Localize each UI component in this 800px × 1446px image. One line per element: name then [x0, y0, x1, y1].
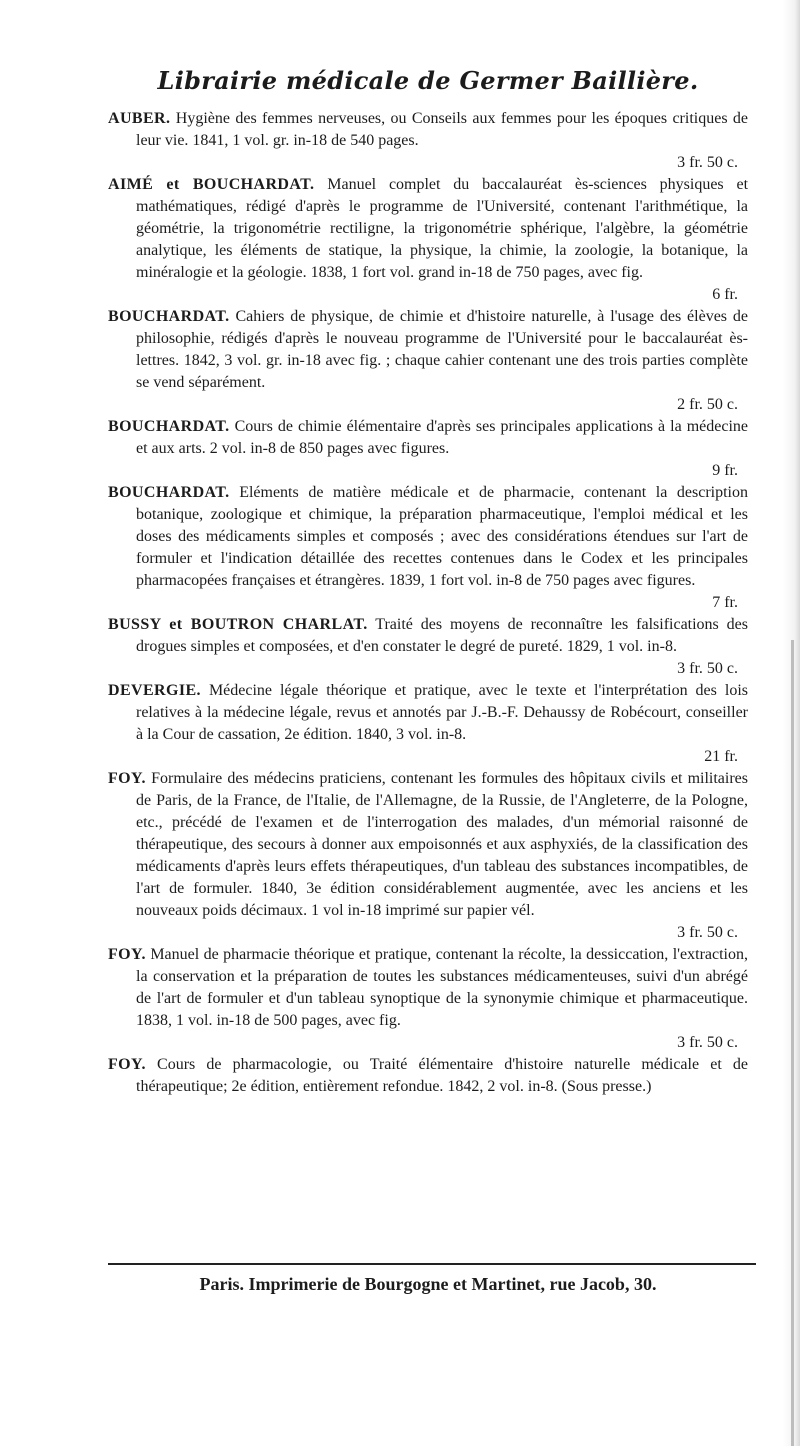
entry-price: 9 fr. [712, 462, 738, 479]
catalogue-entry [108, 680, 748, 746]
catalogue-entry [108, 174, 748, 284]
entry-price: 6 fr. [712, 286, 738, 303]
entry-price: 7 fr. [712, 594, 738, 611]
entry-author: DEVERGIE. [108, 682, 201, 699]
entry-price: 21 fr. [704, 748, 738, 765]
entry-author: FOY. [108, 770, 146, 787]
page-edge-line [791, 640, 794, 1446]
catalogue-entry [108, 416, 748, 460]
catalogue-entry [108, 108, 748, 152]
entry-text: Manuel complet du baccalauréat ès-sciences physiques et mathématiques, rédigé d'après le programme de l'Université, contenant l'arithmétique, la géométrie, la trigonométrie rectiligne, la trigonométrie sphérique, l'algèbre, la géométrie analytique, les éléments de statique, la physique, la chimie, la zoologie, la botanique, la minéralogie et la géologie. 1838, 1 fort vol. grand in-18 de 750 pages, avec fig. [136, 176, 749, 281]
entry-text: Eléments de matière médicale et de pharmacie, contenant la description botanique, zoologique et chimique, la préparation pharmaceutique, l'emploi médical et les doses des médicaments simples et composés ; avec des considérations étendues sur l'art de formuler et l'indication détaillée des recettes contenues dans le Codex et les principales pharmacopées françaises et étrangères. 1839, 1 fort vol. in-8 de 750 pages avec figures. [136, 484, 748, 589]
entry-author: BOUCHARDAT. [108, 308, 230, 325]
catalogue-entry [108, 768, 748, 922]
entry-author: BOUCHARDAT. [108, 484, 230, 501]
entry-price: 3 fr. 50 c. [677, 154, 738, 171]
footer-rule [108, 1263, 756, 1265]
catalogue-entry [108, 306, 748, 394]
entry-text: Hygiène des femmes nerveuses, ou Conseils aux femmes pour les époques critiques de leur vie. 1841, 1 vol. gr. in-18 de 540 pages. [136, 110, 749, 149]
entry-text: Cahiers de physique, de chimie et d'histoire naturelle, à l'usage des élèves de philosophie, rédigés d'après le nouveau programme de l'Université pour le baccalauréat ès-lettres. 1842, 3 vol. gr. in-18 avec fig. ; chaque cahier contenant une des trois parties complète se vend séparément. [136, 308, 749, 391]
catalogue-entry [108, 482, 748, 592]
entry-author: AIMÉ et BOUCHARDAT. [108, 176, 315, 193]
catalogue-entry [108, 614, 748, 658]
entry-text: Manuel de pharmacie théorique et pratique, contenant la récolte, la dessiccation, l'extraction, la conservation et la préparation de toutes les substances médicamenteuses, suivi d'un abrégé de l'art de formuler et d'un tableau synoptique de la synonymie chimique et pharmaceutique. 1838, 1 vol. in-18 de 500 pages, avec fig. [136, 946, 749, 1029]
catalogue-entry [108, 944, 748, 1032]
page-title: Librairie médicale de Germer Baillière. [157, 66, 699, 95]
entry-text: Formulaire des médecins praticiens, contenant les formules des hôpitaux civils et militaires de Paris, de la France, de l'Italie, de l'Allemagne, de la Russie, de l'Angleterre, de la Pologne, etc., précédé de l'examen et de l'interrogation des malades, d'un mémorial raisonné de thérapeutique, des secours à donner aux empoisonnés et aux asphyxiés, de la classification des médicaments d'après leurs effets thérapeutiques, d'un tableau des substances incompatibles, de l'art de formuler. 1840, 3e édition considérablement augmentée, avec les anciens et les nouveaux poids décimaux. 1 vol in-18 imprimé sur papier vél. [136, 770, 748, 919]
catalogue-entries [108, 108, 748, 1098]
entry-text: Cours de chimie élémentaire d'après ses principales applications à la médecine et aux arts. 2 vol. in-8 de 850 pages avec figures. [136, 418, 748, 457]
entry-price: 3 fr. 50 c. [677, 1034, 738, 1051]
entry-author: FOY. [108, 946, 146, 963]
entry-price: 3 fr. 50 c. [677, 924, 738, 941]
entry-text: Médecine légale théorique et pratique, avec le texte et l'interprétation des lois relatives à la médecine légale, revus et annotés par J.-B.-F. Dehaussy de Robécourt, conseiller à la Cour de cassation, 2e édition. 1840, 3 vol. in-8. [136, 682, 748, 743]
catalogue-page [108, 0, 768, 1446]
entry-text: Cours de pharmacologie, ou Traité élémentaire d'histoire naturelle médicale et de thérapeutique; 2e édition, entièrement refondue. 1842, 2 vol. in-8. (Sous presse.) [136, 1056, 749, 1095]
entry-author: FOY. [108, 1056, 146, 1073]
entry-author: BUSSY et BOUTRON CHARLAT. [108, 616, 368, 633]
printer-imprint: Paris. Imprimerie de Bourgogne et Martinet, rue Jacob, 30. [199, 1274, 657, 1294]
entry-price: 2 fr. 50 c. [677, 396, 738, 413]
entry-author: BOUCHARDAT. [108, 418, 230, 435]
catalogue-entry [108, 1054, 748, 1098]
entry-author: AUBER. [108, 110, 171, 127]
entry-price: 3 fr. 50 c. [677, 660, 738, 677]
entry-text: Traité des moyens de reconnaître les falsifications des drogues simples et composées, et d'en constater le degré de pureté. 1829, 1 vol. in-8. [136, 616, 748, 655]
